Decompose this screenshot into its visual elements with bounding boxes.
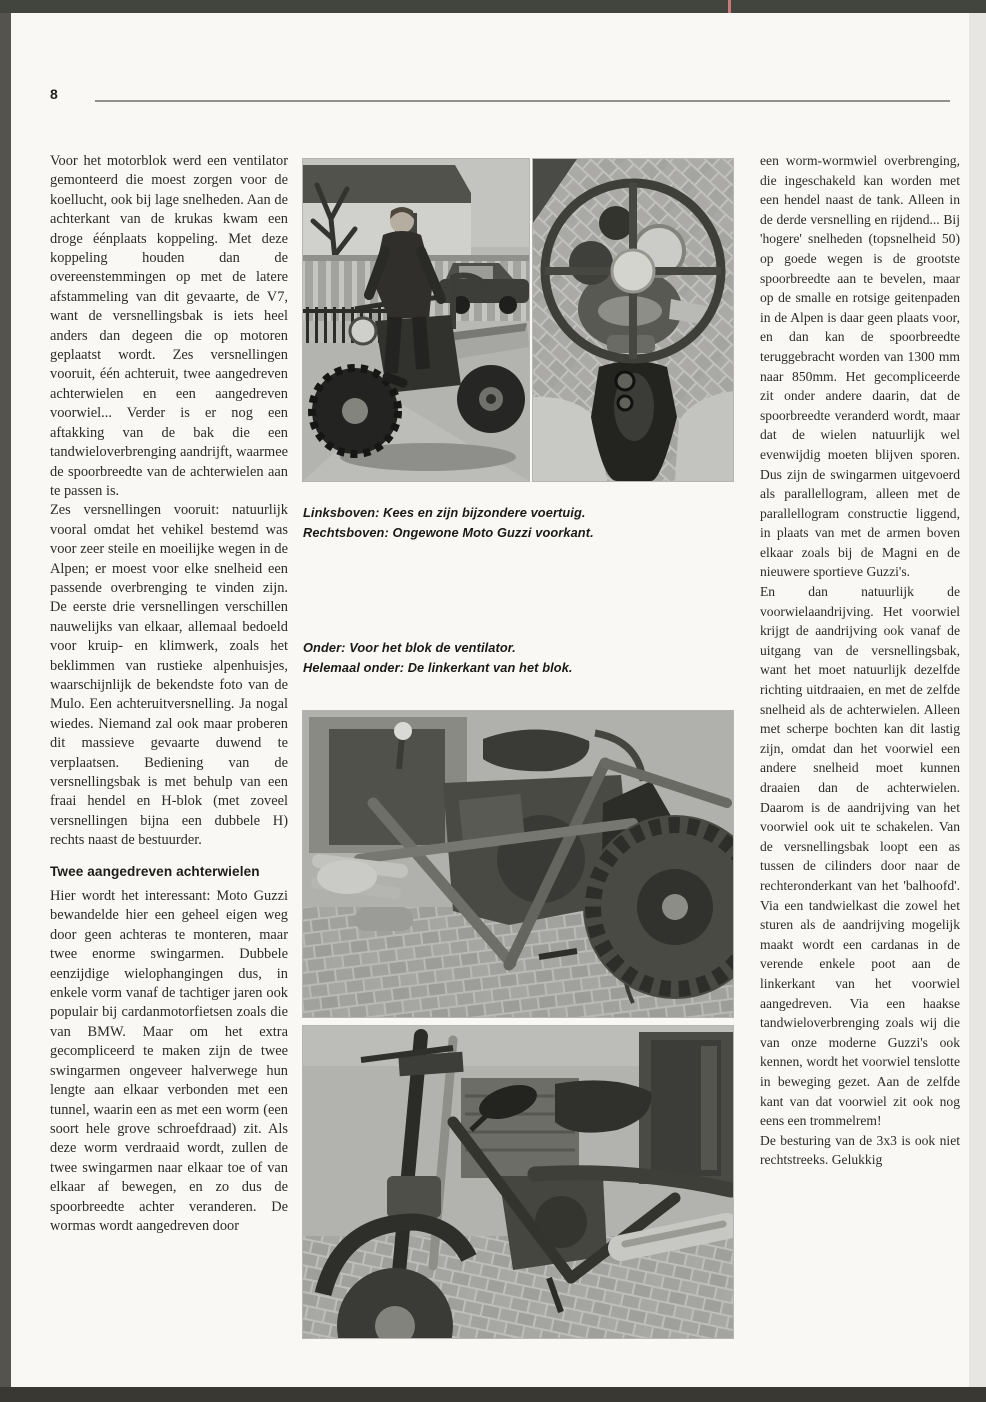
body-paragraph: En dan natuurlijk de voorwielaandrijving. Het voorwiel krijgt de aandrijving ook vanaf de uitgang van de versnellingsbak, want het moet natuurlijk dezelfde richting uitdraaien, en met de zelfde snelheid als de achterwielen. Alleen met scherpe bochten kan dit lastig zijn, omdat dan het voorwiel een andere snelheid moet kunnen draaien dan de achterwielen. Daarom is de aandrijving van het voorwiel ook uit te schakelen. Van de versnellingsbak loopt een as tussen de cilinders door naar de rechteronderkant van het 'balhoofd'. Via een tandwielkast die zowel het sturen als de aandrijving mogelijk maakt wordt een cardanas in de verende enkele poot aan de linkerkant van het voorwiel aangedreven. Via een haakse tandwieloverbrenging zoals wij die van onze moderne Guzzi's ook kennen, wordt het voorwiel tenslotte in beweging gezet. Aan de zelfde kant van dat voorwiel zit ook nog eens een trommelrem! <box>760 584 960 1129</box>
photo-moto-guzzi-front <box>532 158 734 482</box>
photo-block-left-side <box>302 1025 734 1339</box>
body-paragraph: een worm-wormwiel overbrenging, die ingeschakeld kan worden met een hendel naast de tank. Alleen in de derde versnelling en rijdend... Bij 'hogere' snelheden (topsnelheid 50) op goede wegen is de grootste spoorbreedte aan te bevelen, maar op de smalle en rotsige geitenpaden in de Alpen is daar geen plaats voor, en dan kan de spoorbreedte teruggebracht worden van 1300 mm naar 850mm. Het gecompliceerde zit onder andere daarin, dat de spoorbreedte veranderd wordt, maar dat de wielen natuurlijk wel evenwijdig moeten blijven sporen. Dus zijn de swingarmen uitgevoerd als parallellogram, alleen met de parallellogram constructie liggend, in plaats van met de armen boven elkaar zoals bij de Magni en de nieuwere sportieve Guzzi's. <box>760 153 960 580</box>
photo-ventilator-front <box>302 710 734 1018</box>
registration-mark <box>728 0 731 13</box>
body-paragraph: De besturing van de 3x3 is ook niet rechtstreeks. Gelukkig <box>760 1132 960 1168</box>
photo-kees-and-vehicle <box>302 158 530 482</box>
scan-edge-left <box>0 13 11 1402</box>
scan-edge-top <box>0 0 986 13</box>
body-paragraph: Zes versnellingen vooruit: natuurlijk vooral omdat het vehikel bestemd was voor zeer steile en moeilijke wegen in de Alpen; er moest voor elke snelheid een passende overbrenging te vinden zijn. De eerste drie versnellingen verschillen nauwelijks van elkaar, allemaal bedoeld voor kruip- en klimwerk, zoals het beklimmen van rustieke alpenhuisjes, waarschijnlijk de bekendste foto van de Mulo. Een achteruitversnelling. Ja nogal wiedes. Niemand zal ook maar proberen dit massieve gevaarte duwend te verplaatsen. Bediening van de versnellingsbak is met behulp van een fraai hendel en H-blok (met zoveel versnellingen bijna een dubbele H) rechts naast de bestuurder. <box>50 502 288 849</box>
body-paragraph: Hier wordt het interessant: Moto Guzzi bewandelde hier een geheel eigen weg door geen achteras te monteren, maar twee enorme swingarmen. Dubbele eenzijdige wielophangingen dus, in enkele vorm vanaf de tachtiger jaren ook populair bij cardanmotorfietsen zoals die van BMW. Maar om het extra gecompliceerd te maken zijn de twee swingarmen ongeveer halverwege hun lengte aan elkaar verbonden met een tunnel, waarin een as met een worm (een soort hele grove schroefdraad) zit. Als deze worm verdraaid wordt, zullen de twee swingarmen naar elkaar toe of van elkaar af bewegen, en zo dus de spoorbreedte achter veranderen. De wormas wordt aangedreven door <box>50 888 288 1234</box>
header-rule <box>95 100 950 102</box>
body-paragraph: Voor het motorblok werd een ventilator gemonteerd die moest zorgen voor de koellucht, ook bij lage snelheden. Aan de achterkant van de krukas kwam een droge éénplaats koppeling. Met deze koppeling houden dan de overeenstemmingen op met de latere afstammeling van dit gevaarte, de V7, want de versnellingsbak is iets heel anders dan degeen die op motoren geplaatst wordt. Zes versnellingen vooruit, één achteruit, twee aangedreven achterwielen en een aangedreven voorwiel... Verder is er nog een aftakking van de bak die een tandwieloverbrenging aandrijft, waarmee de spoorbreedte van de achterwielen aan te passen is. <box>50 153 288 499</box>
page-number: 8 <box>50 86 58 102</box>
scan-edge-right <box>969 13 986 1387</box>
caption-line: Rechtsboven: Ongewone Moto Guzzi voorkant. <box>303 525 594 540</box>
scan-edge-bottom <box>0 1387 986 1402</box>
caption-line: Onder: Voor het blok de ventilator. <box>303 640 516 655</box>
left-text-column <box>50 152 288 1236</box>
caption-line: Helemaal onder: De linkerkant van het blok. <box>303 660 573 675</box>
section-heading: Twee aangedreven achterwielen <box>50 863 260 879</box>
caption-line: Linksboven: Kees en zijn bijzondere voertuig. <box>303 505 586 520</box>
caption-block-top <box>303 503 733 543</box>
caption-block-bottom <box>303 638 733 678</box>
right-text-column <box>760 151 960 1170</box>
